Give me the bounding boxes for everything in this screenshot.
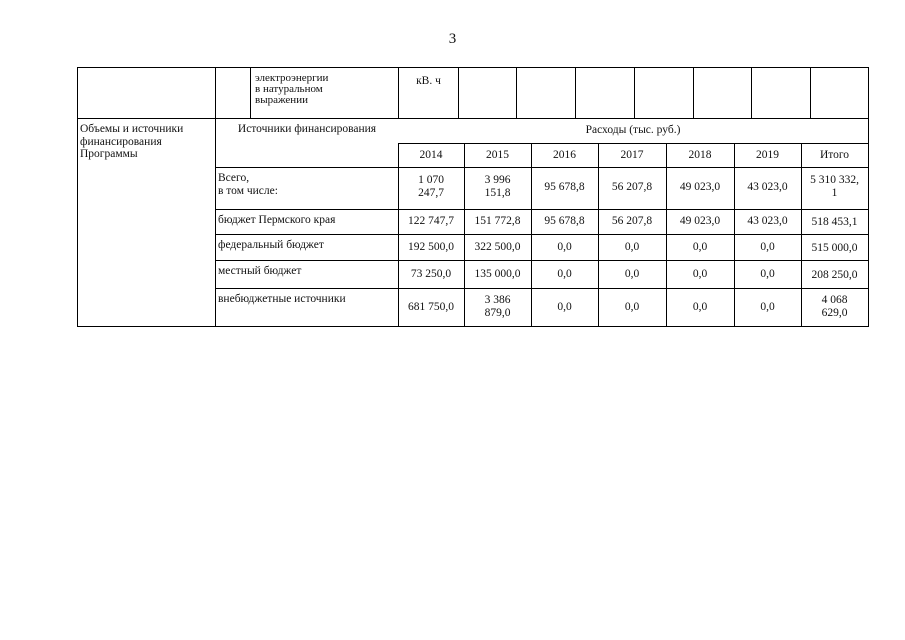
row-label-total: Всего, в том числе: xyxy=(218,172,278,197)
table-cell: 3 996 151,8 xyxy=(484,174,511,199)
table-rule xyxy=(734,143,735,326)
table-cell: 192 500,0 xyxy=(408,241,454,253)
table-rule xyxy=(215,67,216,327)
table-cell: 0,0 xyxy=(624,241,640,253)
table-cell: 0,0 xyxy=(692,241,708,253)
table-rule xyxy=(575,67,576,118)
table-cell-total: 4 068 629,0 xyxy=(821,294,848,319)
table-cell: 0,0 xyxy=(557,301,572,313)
table-cell: 43 023,0 xyxy=(747,215,788,227)
page-number: 3 xyxy=(448,31,457,47)
indicator-text: электроэнергии в натуральном выражении xyxy=(255,72,329,106)
table-border-left xyxy=(77,67,78,327)
expenses-header: Расходы (тыс. руб.) xyxy=(585,124,681,136)
table-rule xyxy=(751,67,752,118)
sources-header: Источники финансирования xyxy=(237,123,377,135)
year-header: 2015 xyxy=(486,149,509,161)
table-rule xyxy=(215,167,868,168)
table-cell-total: 208 250,0 xyxy=(811,269,858,281)
table-cell: 0,0 xyxy=(692,268,708,280)
row-label-local-budget: местный бюджет xyxy=(218,265,302,277)
table-cell: 49 023,0 xyxy=(679,215,721,227)
table-rule xyxy=(516,67,517,118)
table-rule xyxy=(250,67,251,118)
row-label-extrabudgetary: внебюджетные источники xyxy=(218,293,346,305)
table-rule xyxy=(398,143,868,144)
table-rule xyxy=(810,67,811,118)
table-cell: 1 070 247,7 xyxy=(418,174,444,199)
table-cell: 49 023,0 xyxy=(679,181,721,193)
total-header: Итого xyxy=(819,149,850,161)
table-rule xyxy=(634,67,635,118)
year-header: 2018 xyxy=(688,149,712,161)
table-cell-total: 5 310 332, 1 xyxy=(810,174,859,199)
table-cell: 56 207,8 xyxy=(611,181,653,193)
year-header: 2019 xyxy=(756,149,779,161)
row-label-regional-budget: бюджет Пермского края xyxy=(218,214,336,226)
table-cell-total: 515 000,0 xyxy=(811,242,858,254)
table-cell: 0,0 xyxy=(692,301,708,313)
table-cell: 135 000,0 xyxy=(474,268,521,280)
table-rule xyxy=(458,67,459,118)
table-rule xyxy=(598,143,599,326)
table-border-bottom xyxy=(77,326,868,327)
row-label-federal-budget: федеральный бюджет xyxy=(218,239,324,251)
table-cell: 322 500,0 xyxy=(474,241,521,253)
table-cell: 0,0 xyxy=(624,301,640,313)
table-cell: 0,0 xyxy=(557,268,572,280)
table-cell: 0,0 xyxy=(760,268,775,280)
table-cell: 0,0 xyxy=(624,268,640,280)
year-header: 2017 xyxy=(620,149,644,161)
table-cell: 3 386 879,0 xyxy=(484,294,511,319)
year-header: 2014 xyxy=(419,149,443,161)
year-header: 2016 xyxy=(553,149,576,161)
table-rule xyxy=(215,288,868,289)
table-cell-total: 518 453,1 xyxy=(811,216,858,228)
table-cell: 43 023,0 xyxy=(747,181,788,193)
table-rule xyxy=(398,143,399,326)
table-rule xyxy=(531,143,532,326)
table-border-top xyxy=(77,67,868,68)
table-rule xyxy=(666,143,667,326)
table-rule xyxy=(215,260,868,261)
table-cell: 56 207,8 xyxy=(611,215,653,227)
table-cell: 73 250,0 xyxy=(410,268,452,280)
table-cell: 0,0 xyxy=(557,241,572,253)
table-cell: 0,0 xyxy=(760,241,775,253)
table-rule xyxy=(77,118,868,119)
table-cell: 151 772,8 xyxy=(474,215,521,227)
table-cell: 95 678,8 xyxy=(544,215,585,227)
table-rule xyxy=(215,234,868,235)
table-cell: 122 747,7 xyxy=(408,215,454,227)
table-rule xyxy=(693,67,694,118)
table-cell: 681 750,0 xyxy=(408,301,454,313)
unit-text: кВ. ч xyxy=(416,75,441,87)
table-cell: 95 678,8 xyxy=(544,181,585,193)
table-rule xyxy=(215,209,868,210)
table-cell: 0,0 xyxy=(760,301,775,313)
section-label: Объемы и источники финансирования Программы xyxy=(80,123,184,160)
table-border-right xyxy=(868,67,869,327)
